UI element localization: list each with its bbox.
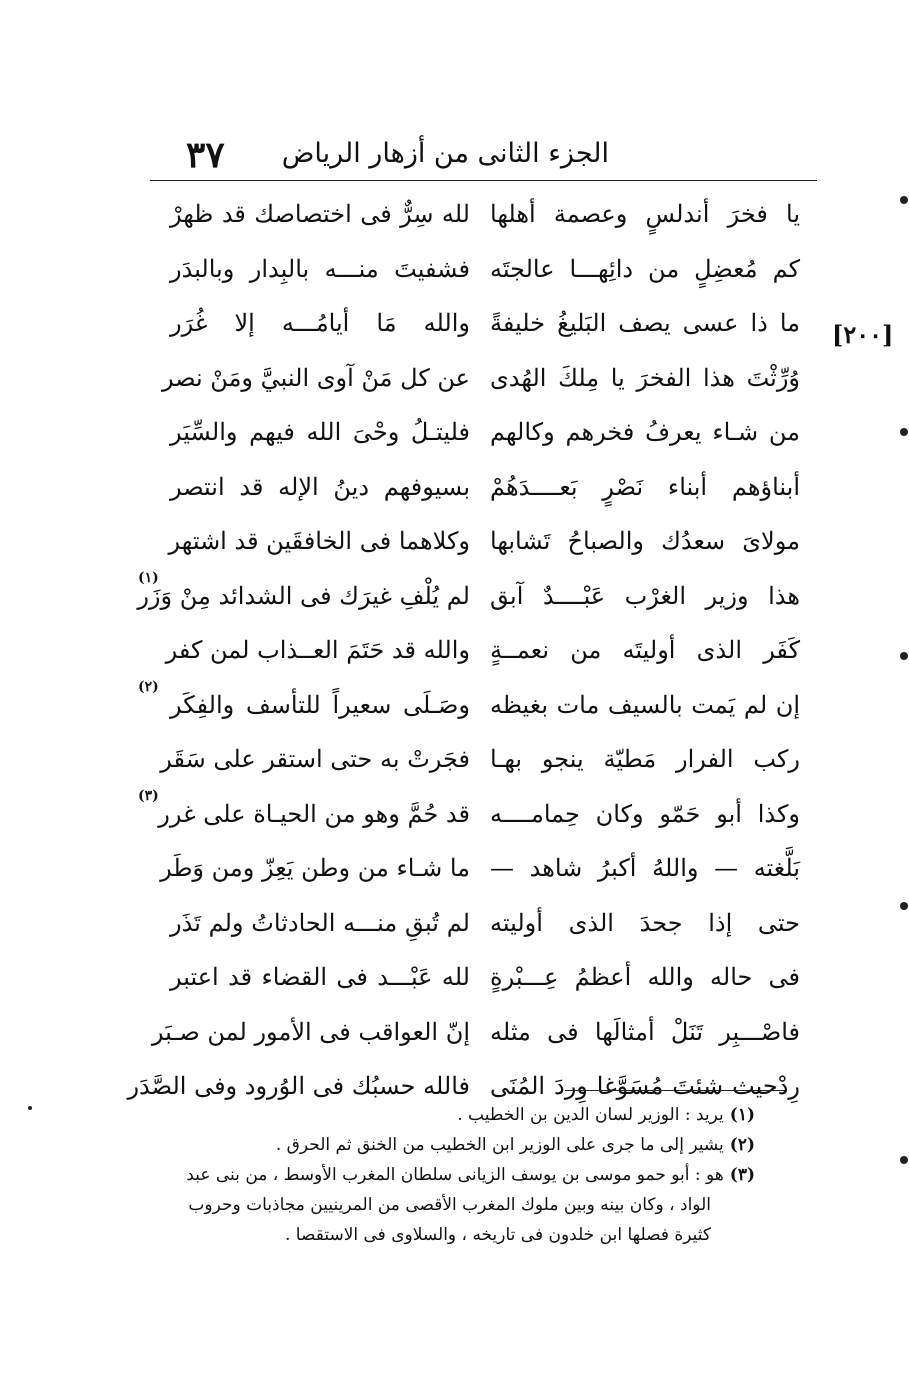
- verse-first-hemistich: بَلَّغته — واللهُ أكبرُ شاهد —: [490, 854, 800, 882]
- footnote: [150, 1130, 755, 1160]
- verse-second-hemistich: فجَرتْ به حتى استقر على سَقَر: [160, 745, 470, 773]
- verse-line: [160, 410, 800, 465]
- footnote-continuation: كثيرة فصلها ابن خلدون فى تاريخه ، والسلاوى فى الاستقصا .: [284, 1225, 711, 1245]
- verse-second-hemistich: وصَـلَى سعيراً للتأسف والفِكَر: [170, 690, 470, 719]
- verse-line: [160, 247, 800, 302]
- verse-line: [138, 787, 800, 847]
- verse-line: [160, 737, 800, 792]
- verse-line: [160, 628, 800, 683]
- verse-first-hemistich: ما ذا عسى يصف البَليغُ خليفةً: [490, 309, 800, 337]
- verse-second-hemistich: والله قد حَتَمَ العــذاب لمن كفر: [165, 636, 470, 664]
- verse-first-hemistich: كم مُعضِلٍ من دائِهـــا عالجتَه: [490, 254, 800, 283]
- footnote-text: يشير إلى ما جرى على الوزير ابن الخطيب من الخنق ثم الحرق .: [275, 1135, 724, 1155]
- verse-second-hemistich: فشفيتَ منـــه بالبِدار وبالبدَر: [170, 254, 470, 283]
- verse-first-hemistich: كَفَر الذى أوليتَه من نعمــةٍ: [490, 636, 800, 664]
- verse-second-hemistich: ما شـاء من وطن يَعِزّ ومن وَطَر: [160, 854, 470, 882]
- verse-second-hemistich: والله مَا أيامُـــه إلا غُرَر: [170, 309, 470, 337]
- verse-first-hemistich: هذا وزير الغرْب عَبْــــدٌ آبق: [490, 581, 800, 610]
- verse-second-hemistich: وكلاهما فى الخافقَين قد اشتهر: [168, 527, 470, 555]
- edge-mark: [900, 652, 908, 660]
- footnote-number: (٣): [729, 1165, 755, 1185]
- verse-second-hemistich: لم يُلْفِ غيرَك فى الشدائد مِنْ وَزَر: [137, 581, 470, 610]
- edge-mark: [900, 196, 908, 204]
- verse-first-hemistich: إن لم يَمت بالسيف مات بغيظه: [490, 690, 800, 719]
- edge-mark: [900, 902, 908, 910]
- footnote: [150, 1160, 755, 1190]
- footnote-reference: (١): [138, 569, 159, 586]
- footnote-rule: [565, 1090, 785, 1091]
- footnote-text: هو : أبو حمو موسى بن يوسف الزيانى سلطان المغرب الأوسط ، من بنى عبد: [186, 1165, 724, 1185]
- verse-second-hemistich: إنّ العواقب فى الأمور لمن صـبَر: [151, 1017, 470, 1046]
- verse-line: [160, 519, 800, 574]
- footnotes: [150, 1100, 755, 1250]
- verse-second-hemistich: لله عَبْـــد فى القضاء قد اعتبر: [170, 963, 470, 991]
- verse-second-hemistich: عن كل مَنْ آوى النبيَّ ومَنْ نصر: [161, 363, 470, 392]
- verse-first-hemistich: يا فخرَ أندلسٍ وعصمة أهلها: [490, 200, 800, 228]
- footnote-number: (٢): [729, 1135, 755, 1155]
- running-header: [150, 128, 817, 181]
- verse-second-hemistich: فالله حسبُك فى الوُرود وفى الصَّدَر: [127, 1072, 470, 1100]
- verse-first-hemistich: حتى إذا جحدَ الذى أوليته: [490, 908, 800, 937]
- verse-first-hemistich: رِدْحيث شئتَ مُسَوَّغا وِردَ المُنَى: [490, 1072, 800, 1100]
- verse-first-hemistich: من شـاء يعرفُ فخرهم وكالهم: [490, 418, 800, 446]
- footnote-text: يريد : الوزير لسان الدين بن الخطيب .: [457, 1105, 724, 1125]
- verse-line: [160, 465, 800, 520]
- running-title: الجزء الثانى من أزهار الرياض: [281, 138, 609, 169]
- verse-line: [137, 569, 800, 629]
- verse-line: [138, 678, 800, 738]
- footnote-reference: (٢): [138, 678, 159, 695]
- footnote-reference: (٣): [138, 787, 159, 804]
- verse-line: [160, 901, 800, 956]
- verse-line: [160, 301, 800, 356]
- verse-line: [160, 846, 800, 901]
- verse-first-hemistich: وكذا أبو حَمّو وكان حِمامــــه: [490, 799, 800, 828]
- page-number: ٣٧: [186, 134, 225, 176]
- footnote: [150, 1100, 755, 1130]
- edge-mark: [900, 1156, 908, 1164]
- verse-first-hemistich: وُرِّثْتَ هذا الفخرَ يا مِلكَ الهُدى: [490, 363, 800, 392]
- verse-line: [160, 955, 800, 1010]
- verse-first-hemistich: فى حاله والله أعظمُ عِـــبْرةٍ: [490, 963, 800, 991]
- margin-page-marker: [٢٠٠]: [832, 320, 894, 349]
- verse-line: [151, 1010, 800, 1065]
- verse-second-hemistich: فليتـلُ وحْىَ الله فيهم والسِّيَر: [170, 418, 470, 446]
- verse-second-hemistich: بسيوفهم دينُ الإله قد انتصر: [170, 472, 470, 501]
- verse-line: [160, 192, 800, 247]
- verse-second-hemistich: لم تُبقِ منـــه الحادثاتُ ولم تَذَر: [170, 908, 470, 937]
- verse-first-hemistich: فاصْـــبِر تَنَلْ أمثالَها فى مثله: [490, 1017, 800, 1046]
- verse-first-hemistich: أبناؤهم أبناء نَصْرٍ بَعــــدَهُمْ: [490, 472, 800, 501]
- footnote-number: (١): [729, 1105, 755, 1125]
- footnote-continuation: الواد ، وكان بينه وبين ملوك المغرب الأقصى من المرينيين مجاذبات وحروب: [188, 1195, 711, 1215]
- verse-first-hemistich: مولاىَ سعدُك والصباحُ تَشابها: [490, 527, 800, 555]
- verse-second-hemistich: قد حُمَّ وهو من الحيـاة على غرر: [158, 799, 470, 828]
- poem-verses: [127, 192, 800, 1119]
- edge-mark: [28, 1106, 32, 1110]
- verse-second-hemistich: لله سِرٌّ فى اختصاصك قد ظهرْ: [170, 200, 470, 228]
- verse-first-hemistich: ركب الفرار مَطيّة ينجو بهـا: [490, 745, 800, 773]
- verse-line: [160, 356, 800, 411]
- edge-mark: [900, 428, 908, 436]
